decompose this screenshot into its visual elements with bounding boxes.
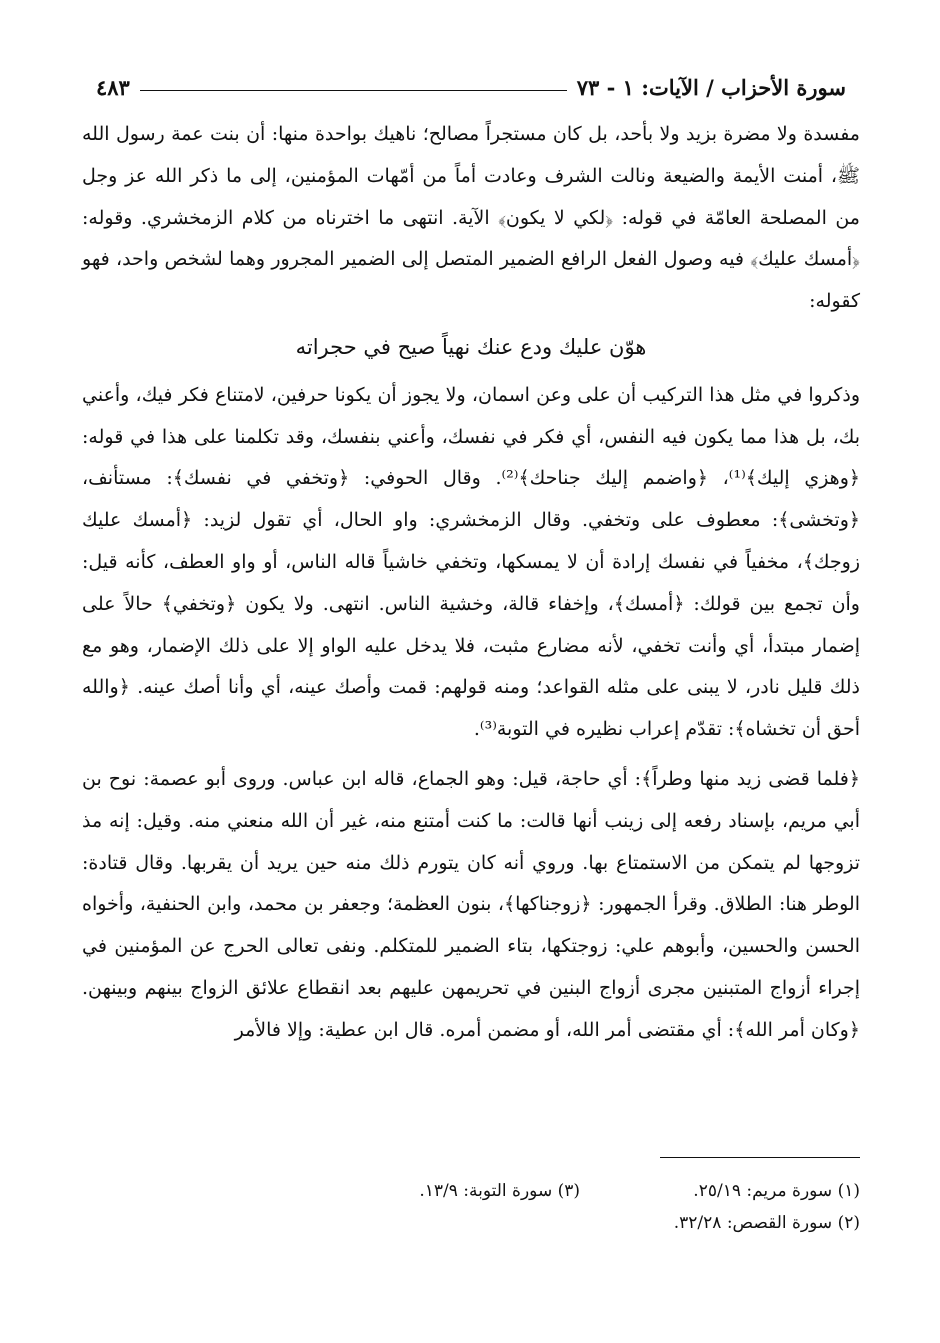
paragraph-1: مفسدة ولا مضرة بزيد ولا بأحد، بل كان مستجراً مصالح؛ ناهيك بواحدة منها: أن بنت عمة رسول الله ﷺ، أمنت الأيمة والضيعة ونالت الشرف وعادت أماً من أمّهات المؤمنين، إلى ما ذكر الله عز وجل من المصلحة العامّة في قوله: ﴿لكي لا يكون﴾ الآية. انتهى ما اخترناه من كلام الزمخشري. وقوله: ﴿أمسك عليك﴾ فيه وصول الفعل الرافع الضمير المتصل إلى الضمير المجرور وهما لشخص واحد، فهو كقوله: xyxy=(82,123,860,313)
poetry-verse: هوّن عليك ودع عنك نهياً صيح في حجراته xyxy=(295,334,647,359)
page-header xyxy=(96,60,846,100)
page-number: ٤٨٣ xyxy=(96,75,130,100)
footnote-1: (١) سورة مريم: ٢٥/١٩. xyxy=(693,1181,860,1201)
page-title: سورة الأحزاب / الآيات: ١ - ٧٣ xyxy=(576,75,846,100)
paragraph-2: وذكروا في مثل هذا التركيب أن على وعن اسمان، ولا يجوز أن يكونا حرفين، لامتناع فكر فيك، وأعني بك، بل هذا مما يكون فيه النفس، أي فكر في نفسك، وأعني بنفسك، وقد تكلمنا على هذا في قوله: ﴿وهزي إليك﴾⁽¹⁾، ﴿واضمم إليك جناحك﴾⁽²⁾. وقال الحوفي: ﴿وتخفي في نفسك﴾: مستأنف، ﴿وتخشى﴾: معطوف على وتخفي. وقال الزمخشري: واو الحال، أي تقول لزيد: ﴿أمسك عليك زوجك﴾، مخفياً في نفسك إرادة أن لا يمسكها، وتخفي خاشياً قاله الناس، أو واو العطف، كأنه قيل: وأن تجمع بين قولك: ﴿أمسك﴾، وإخفاء قالة، وخشية الناس. انتهى. ولا يكون ﴿وتخفي﴾ حالاً على إضمار مبتدأ، أي وأنت تخفي، لأنه مضارع مثبت، فلا يدخل عليه الواو إلا على ذلك الإضمار، وهو مع ذلك قليل نادر، لا يبنى على مثله القواعد؛ ومنه قولهم: قمت وأصك عينه، أي وأنا أصك عينه. ﴿والله أحق أن تخشاه﴾: تقدّم إعراب نظيره في التوبة⁽³⁾. xyxy=(82,383,861,741)
footnote-3: (٣) سورة التوبة: ١٣/٩. xyxy=(419,1181,580,1201)
paragraph-3: ﴿فلما قضى زيد منها وطراً﴾: أي حاجة، قيل: وهو الجماع، قاله ابن عباس. وروى أبو عصمة: نوح بن أبي مريم، بإسناد رفعه إلى زينب أنها قالت: ما كنت أمتنع منه، غير أن الله منعني منه. وقيل: إنه مذ تزوجها لم يتمكن من الاستمتاع بها. وروي أنه كان يتورم ذلك منه حين يريد أن يقربها. وقال قتادة: الوطر هنا: الطلاق. وقرأ الجمهور: ﴿زوجناكها﴾، بنون العظمة؛ وجعفر بن محمد، وابن الحنفية، وأخواه الحسن والحسين، وأبوهم علي: زوجتكها، بتاء الضمير للمتكلم. ونفى تعالى الحرج عن المؤمنين في إجراء أزواج المتبنين مجرى أزواج البنين في تحريمهن عليهم بعد انقطاع علائق الزواج بينهم وبينهن. ﴿وكان أمر الله﴾: أي مقتضى أمر الله، أو مضمن أمره. قال ابن عطية: وإلا فالأمر xyxy=(82,767,861,1041)
footnote-row xyxy=(82,1175,860,1207)
footnote-separator xyxy=(660,1157,860,1158)
header-rule xyxy=(140,90,567,91)
footnotes xyxy=(82,1175,860,1239)
footnote-row xyxy=(82,1207,860,1239)
footnote-2: (٢) سورة القصص: ٣٢/٢٨. xyxy=(673,1213,860,1233)
body-text xyxy=(82,114,860,1052)
